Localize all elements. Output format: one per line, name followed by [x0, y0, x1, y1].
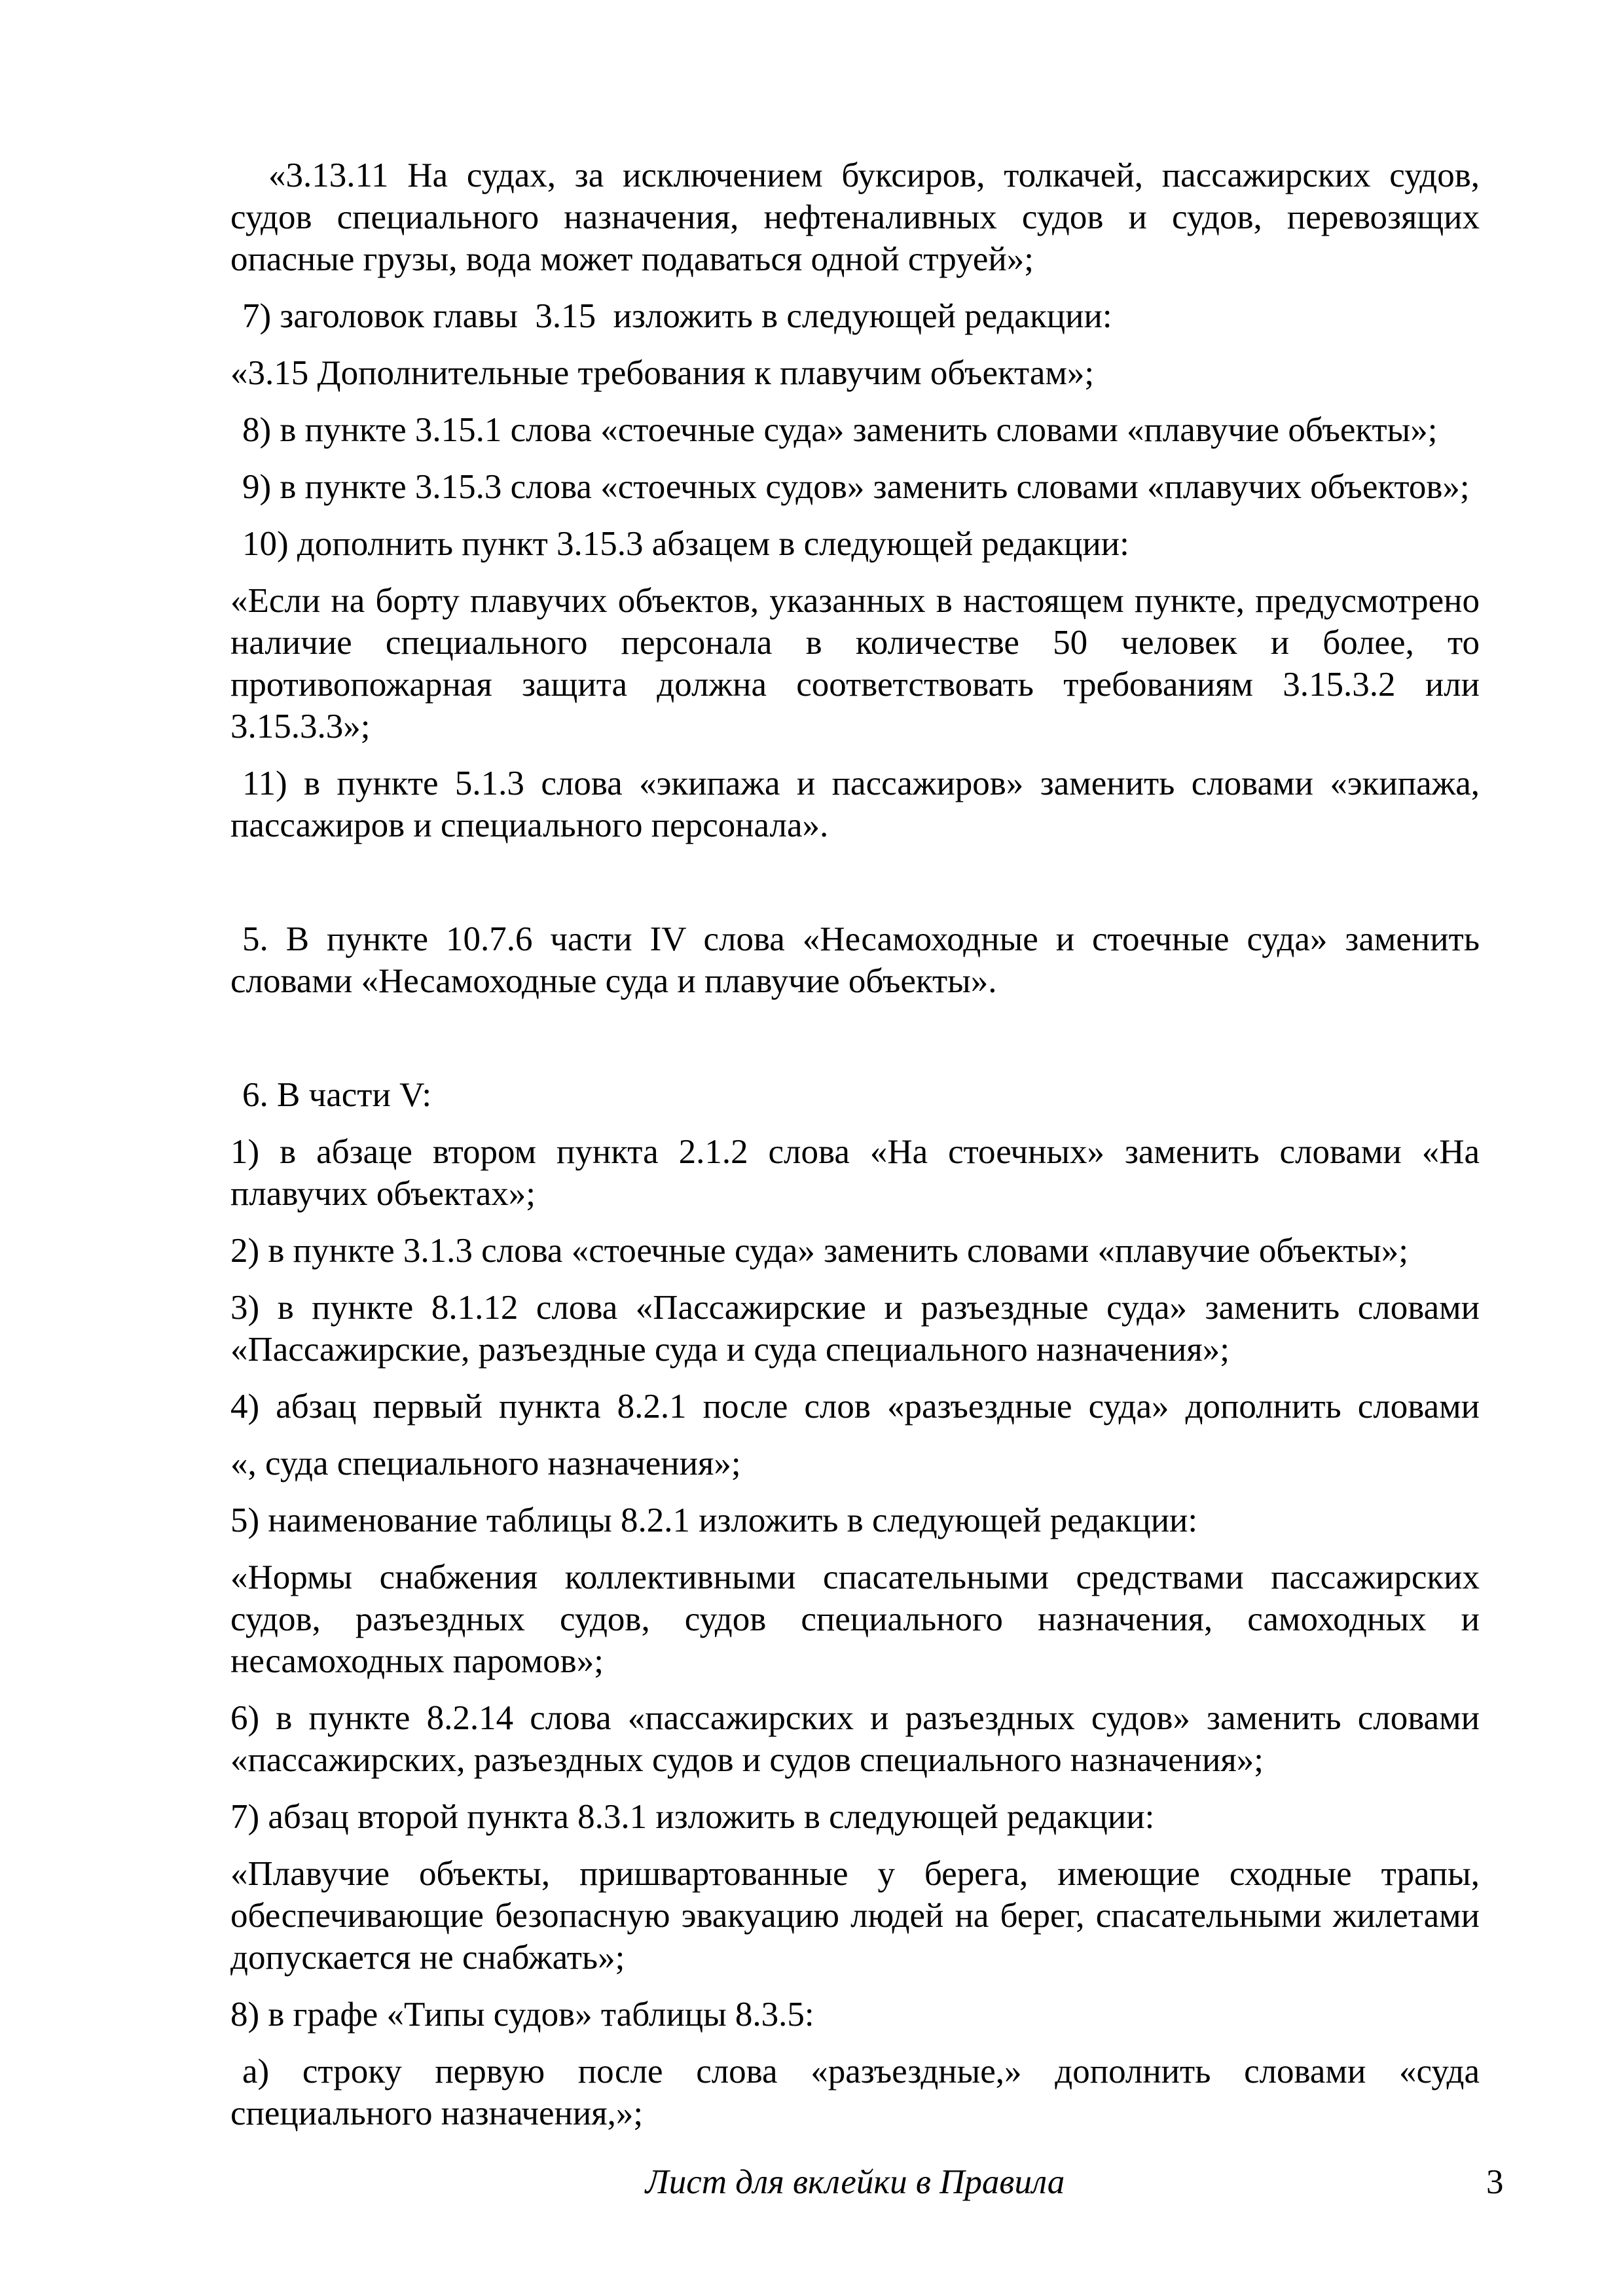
paragraph: 4) абзац первый пункта 8.2.1 после слов «разъездные суда» дополнить словами — [230, 1388, 1480, 1426]
paragraph: «Плавучие объекты, пришвартованные у берега, имеющие сходные трапы, обеспечивающие безопасную эвакуацию людей на берег, спасательными жилетами допускается не снабжать»; — [230, 1855, 1489, 1977]
paragraph: 7) абзац второй пункта 8.3.1 изложить в следующей редакции: — [230, 1798, 1155, 1836]
paragraph: 8) в пункте 3.15.1 слова «стоечные суда» заменить словами «плавучие объекты»; — [242, 411, 1438, 449]
section-heading: 6. В части V: — [242, 1076, 432, 1114]
paragraph: 5. В пункте 10.7.6 части IV слова «Несамоходные и стоечные суда» заменить словами «Несамоходные суда и плавучие объекты». — [230, 920, 1489, 1000]
paragraph: 10) дополнить пункт 3.15.3 абзацем в следующей редакции: — [242, 525, 1129, 563]
page-number: 3 — [1486, 2163, 1504, 2201]
page-footer — [230, 2161, 1504, 2203]
paragraph: «Нормы снабжения коллективными спасательными средствами пассажирских судов, разъездных судов, судов специального назначения, самоходных и несамоходных паромов»; — [230, 1558, 1489, 1680]
paragraph: 1) в абзаце втором пункта 2.1.2 слова «На стоечных» заменить словами «На плавучих объектах»; — [230, 1133, 1489, 1213]
paragraph: «Если на борту плавучих объектов, указанных в настоящем пункте, предусмотрено наличие специального персонала в количестве 50 человек и более, то противопожарная защита должна соответствовать требованиям 3.15.3.2 или 3.15.3.3»; — [230, 582, 1489, 745]
footer-caption: Лист для вклейки в Правила — [645, 2163, 1065, 2201]
paragraph: «3.13.11 На судах, за исключением буксиров, толкачей, пассажирских судов, судов специального назначения, нефтеналивных судов и судов, перевозящих опасные грузы, вода может подаваться одной струей»; — [230, 156, 1489, 278]
paragraph: 3) в пункте 8.1.12 слова «Пассажирские и разъездные суда» заменить словами «Пассажирские, разъездные суда и суда специального назначения»; — [230, 1289, 1489, 1369]
paragraph: 7) заголовок главы 3.15 изложить в следующей редакции: — [242, 297, 1112, 335]
paragraph: 9) в пункте 3.15.3 слова «стоечных судов» заменить словами «плавучих объектов»; — [242, 468, 1470, 506]
paragraph: а) строку первую после слова «разъездные,» дополнить словами «суда специального назначения,»; — [230, 2053, 1489, 2132]
paragraph: 6) в пункте 8.2.14 слова «пассажирских и разъездных судов» заменить словами «пассажирских, разъездных судов и судов специального назначения»; — [230, 1699, 1489, 1779]
paragraph: «3.15 Дополнительные требования к плавучим объектам»; — [230, 354, 1095, 392]
document-body — [230, 154, 1489, 2134]
paragraph: «, суда специального назначения»; — [230, 1444, 741, 1482]
paragraph: 5) наименование таблицы 8.2.1 изложить в следующей редакции: — [230, 1501, 1198, 1539]
paragraph: 11) в пункте 5.1.3 слова «экипажа и пассажиров» заменить словами «экипажа, пассажиров и специального персонала». — [230, 764, 1489, 844]
paragraph: 8) в графе «Типы судов» таблицы 8.3.5: — [230, 1996, 814, 2034]
paragraph: 2) в пункте 3.1.3 слова «стоечные суда» заменить словами «плавучие объекты»; — [230, 1232, 1408, 1270]
